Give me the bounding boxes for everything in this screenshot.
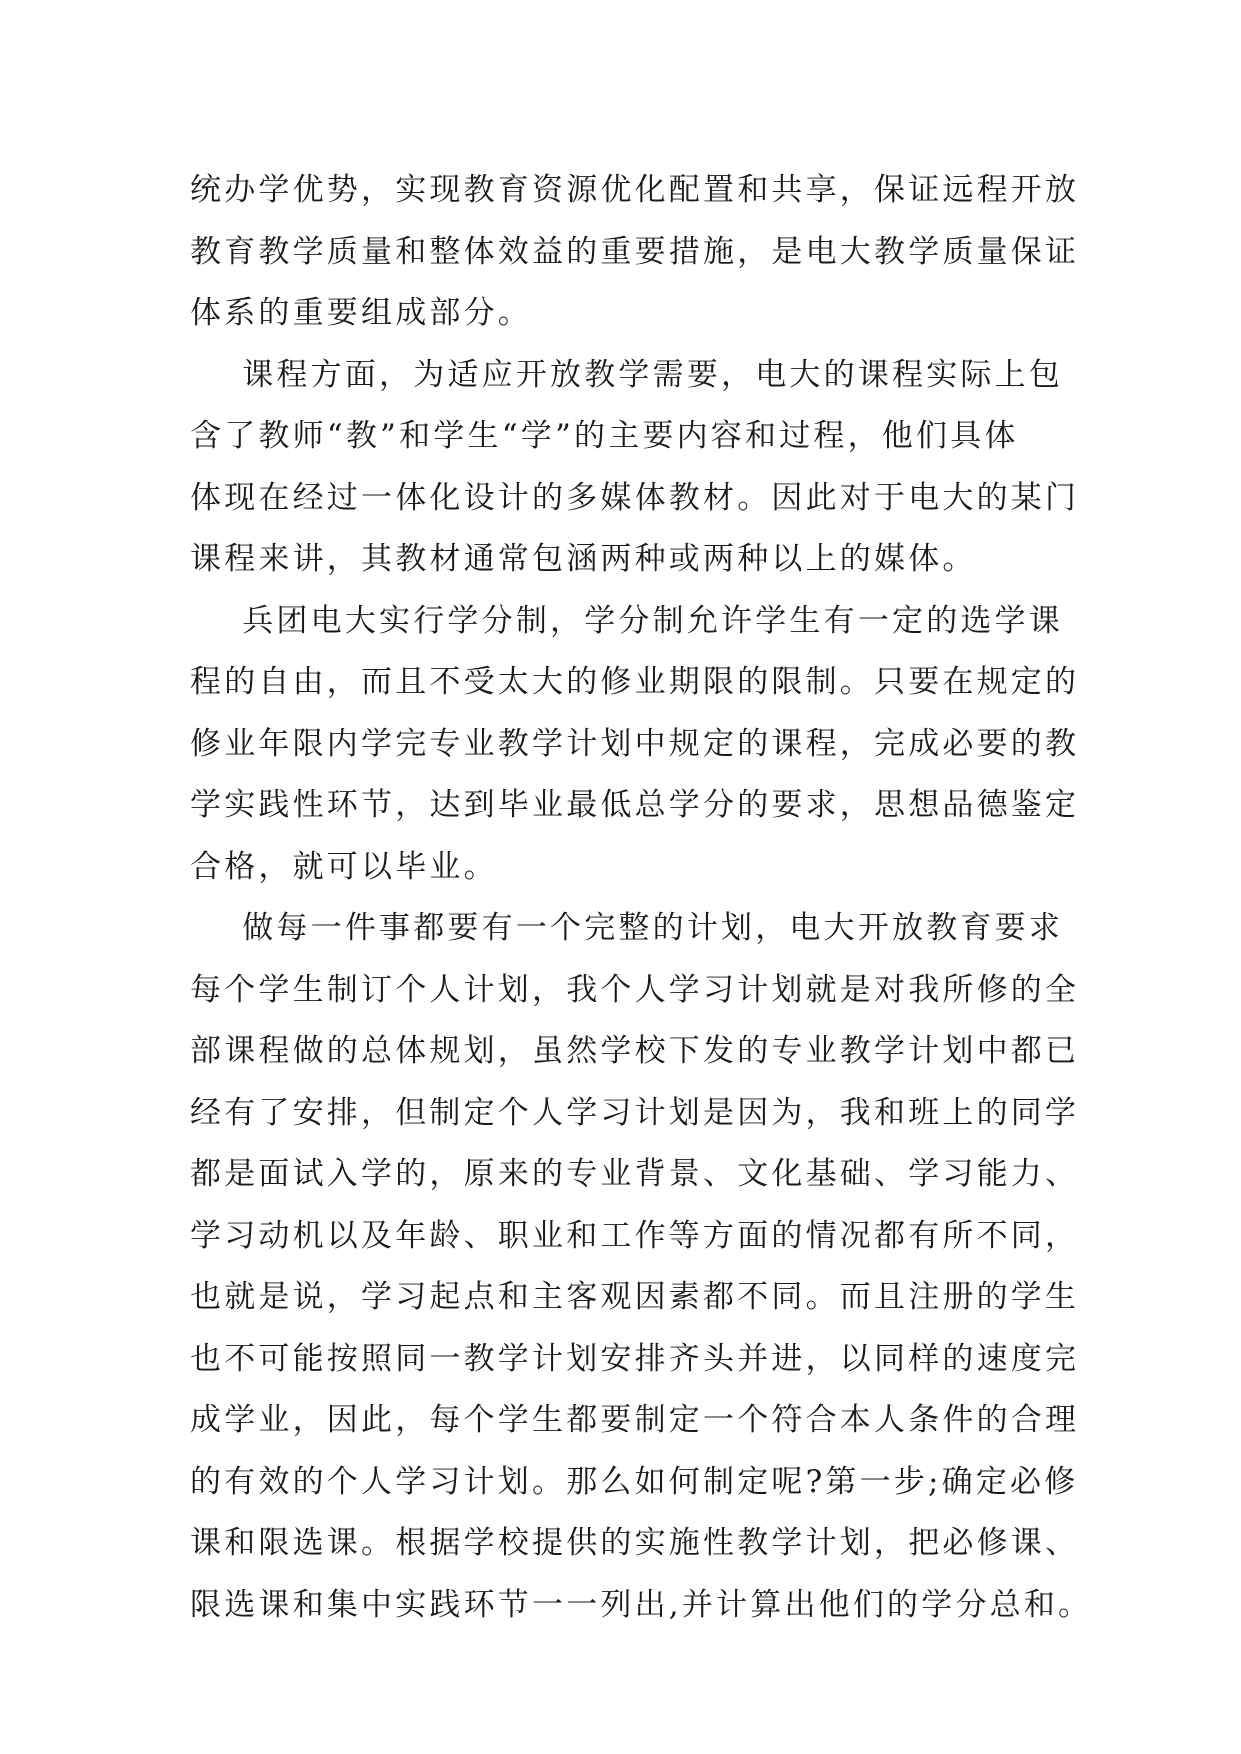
- text-line: 教育教学质量和整体效益的重要措施，是电大教学质量保证: [190, 233, 1080, 270]
- text-line: 课程方面，为适应开放教学需要，电大的课程实际上包: [190, 356, 1064, 393]
- text-line: 学习动机以及年龄、职业和工作等方面的情况都有所不同，: [190, 1217, 1080, 1254]
- text-line: 限选课和集中实践环节一一列出,并计算出他们的学分总和。: [190, 1586, 1093, 1623]
- text-line: 修业年限内学完专业教学计划中规定的课程，完成必要的教: [190, 725, 1080, 762]
- text-line: 合格，就可以毕业。: [190, 848, 498, 885]
- document-body: [190, 160, 1093, 1636]
- text-line: 经有了安排，但制定个人学习计划是因为，我和班上的同学: [190, 1094, 1080, 1131]
- text-line: 的有效的个人学习计划。那么如何制定呢?第一步;确定必修: [190, 1463, 1079, 1500]
- text-line: 部课程做的总体规划，虽然学校下发的专业教学计划中都已: [190, 1033, 1080, 1069]
- text-line: 也不可能按照同一教学计划安排齐头并进，以同样的速度完: [190, 1340, 1080, 1377]
- text-line: 兵团电大实行学分制，学分制允许学生有一定的选学课: [190, 602, 1064, 639]
- text-line: 课程来讲，其教材通常包涵两种或两种以上的媒体。: [190, 541, 977, 577]
- text-line: 都是面试入学的，原来的专业背景、文化基础、学习能力、: [190, 1156, 1080, 1192]
- text-line: 程的自由，而且不受太大的修业期限的限制。只要在规定的: [190, 664, 1080, 700]
- text-line: 体系的重要组成部分。: [190, 295, 532, 331]
- text-line: 学实践性环节，达到毕业最低总学分的要求，思想品德鉴定: [190, 787, 1080, 823]
- text-line: 成学业，因此，每个学生都要制定一个符合本人条件的合理: [190, 1402, 1080, 1438]
- text-line: 做每一件事都要有一个完整的计划，电大开放教育要求: [190, 910, 1064, 946]
- text-line: 统办学优势，实现教育资源优化配置和共享，保证远程开放: [190, 172, 1080, 208]
- text-line: 课和限选课。根据学校提供的实施性教学计划，把必修课、: [190, 1525, 1080, 1561]
- text-line: 每个学生制订个人计划，我个人学习计划就是对我所修的全: [190, 971, 1080, 1008]
- text-line: 体现在经过一体化设计的多媒体教材。因此对于电大的某门: [190, 479, 1080, 516]
- text-line: 也就是说，学习起点和主客观因素都不同。而且注册的学生: [190, 1279, 1080, 1315]
- text-line: 含了教师“教”和学生“学”的主要内容和过程，他们具体: [190, 418, 1019, 454]
